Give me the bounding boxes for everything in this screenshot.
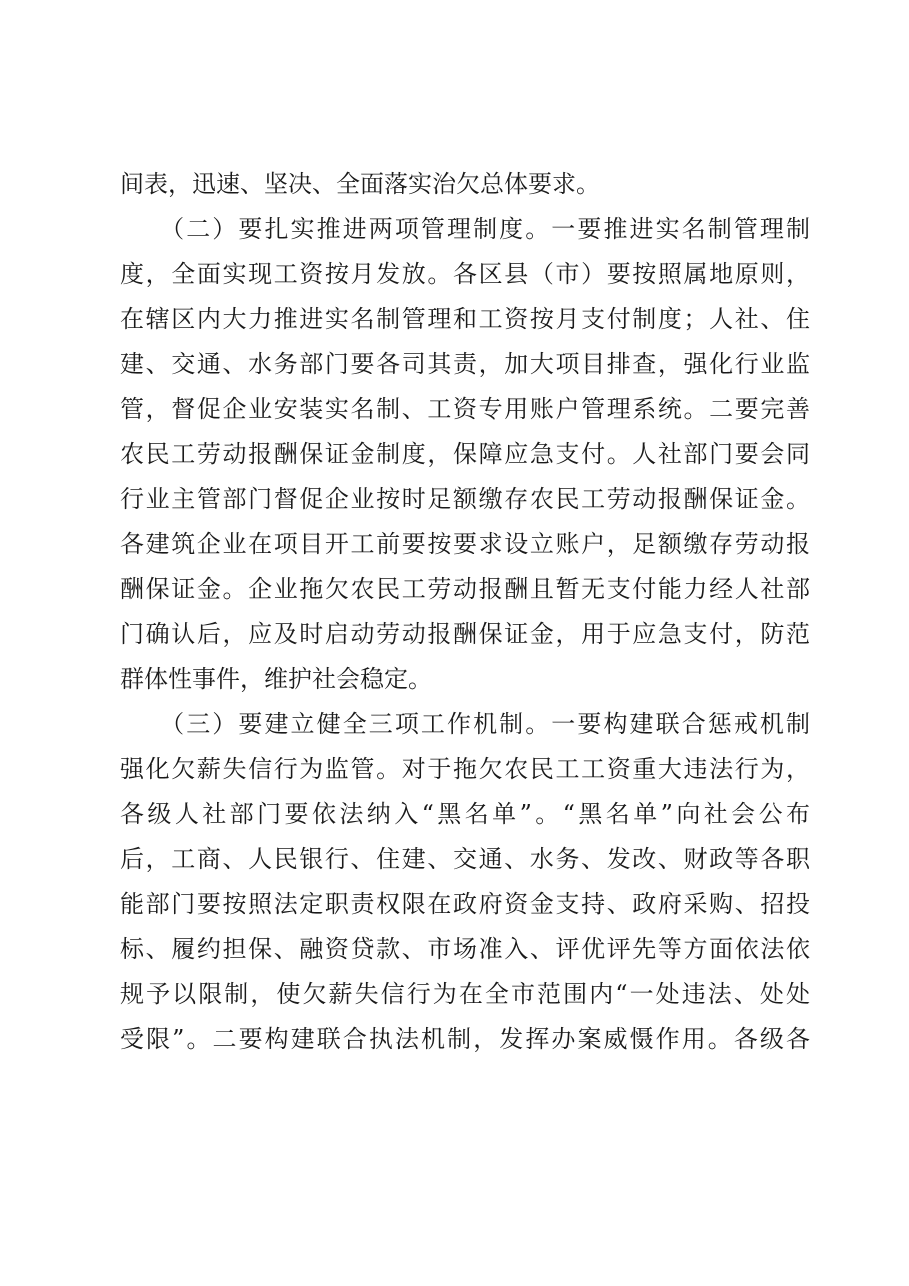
document-body bbox=[120, 162, 810, 1062]
text-line: 门确认后，应及时启动劳动报酬保证金，用于应急支付，防范 bbox=[120, 620, 810, 648]
text-line: 能部门要按照法定职责权限在政府资金支持、政府采购、招投 bbox=[120, 890, 810, 918]
paragraph-1 bbox=[120, 162, 810, 207]
text-line: 群体性事件，维护社会稳定。 bbox=[120, 665, 432, 693]
text-line: 标、履约担保、融资贷款、市场准入、评优评先等方面依法依 bbox=[120, 935, 810, 963]
paragraph-3 bbox=[120, 702, 810, 1062]
text-line: 行业主管部门督促企业按时足额缴存农民工劳动报酬保证金。 bbox=[120, 485, 810, 513]
paragraph-2 bbox=[120, 207, 810, 702]
text-line: 建、交通、水务部门要各司其责，加大项目排查，强化行业监 bbox=[120, 350, 810, 378]
text-line: （三）要建立健全三项工作机制。一要构建联合惩戒机制 bbox=[120, 710, 810, 738]
text-line: 受限”。二要构建联合执法机制，发挥办案威慑作用。各级各 bbox=[120, 1025, 810, 1053]
text-line: 在辖区内大力推进实名制管理和工资按月支付制度；人社、住 bbox=[120, 305, 810, 333]
text-line: 度，全面实现工资按月发放。各区县（市）要按照属地原则， bbox=[120, 260, 810, 288]
text-line: 农民工劳动报酬保证金制度，保障应急支付。人社部门要会同 bbox=[120, 440, 810, 468]
text-line: 间表，迅速、坚决、全面落实治欠总体要求。 bbox=[120, 170, 600, 198]
text-line: 各建筑企业在项目开工前要按要求设立账户，足额缴存劳动报 bbox=[120, 530, 810, 558]
text-line: （二）要扎实推进两项管理制度。一要推进实名制管理制 bbox=[120, 215, 810, 243]
text-line: 酬保证金。企业拖欠农民工劳动报酬且暂无支付能力经人社部 bbox=[120, 575, 810, 603]
text-line: 规予以限制，使欠薪失信行为在全市范围内“一处违法、处处 bbox=[120, 980, 810, 1008]
text-line: 后，工商、人民银行、住建、交通、水务、发改、财政等各职 bbox=[120, 845, 810, 873]
text-line: 管，督促企业安装实名制、工资专用账户管理系统。二要完善 bbox=[120, 395, 810, 423]
text-line: 强化欠薪失信行为监管。对于拖欠农民工工资重大违法行为， bbox=[120, 755, 810, 783]
text-line: 各级人社部门要依法纳入“黑名单”。“黑名单”向社会公布 bbox=[120, 800, 810, 828]
